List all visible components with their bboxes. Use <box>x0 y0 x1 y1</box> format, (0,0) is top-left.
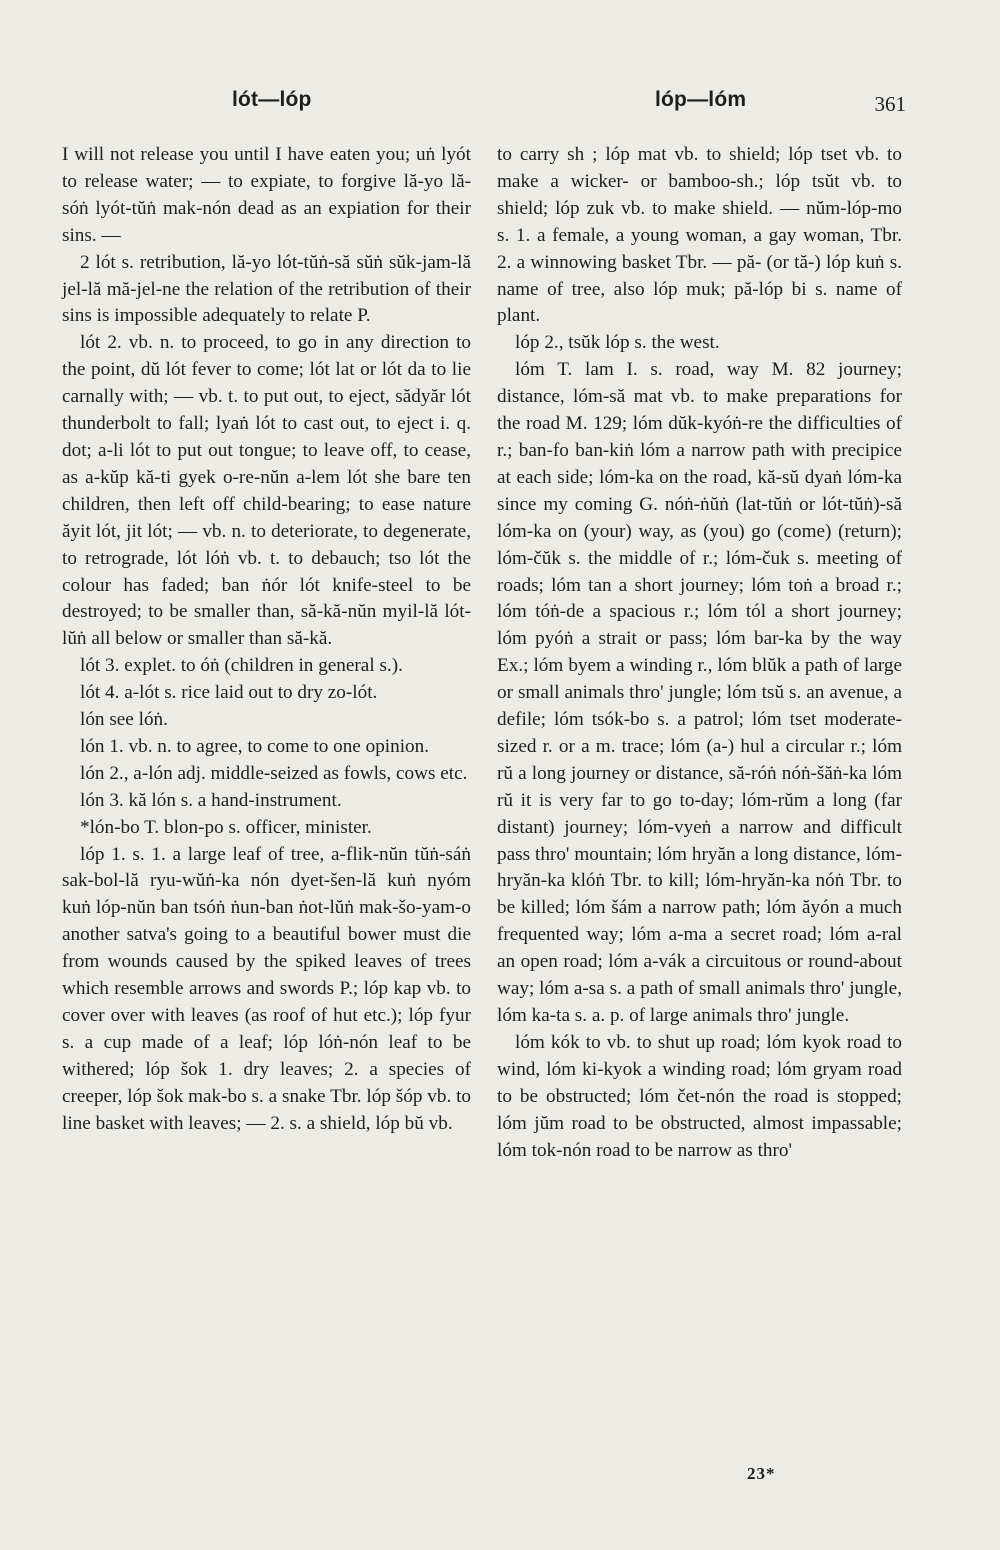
entry-paragraph: lón see lóṅ. <box>80 709 168 731</box>
entry-paragraph: lóp 1. s. 1. a large leaf of tree, a-flik-nŭn tŭṅ-sáṅ sak-bol-lă ryu-wŭṅ-ka nón dyet-šen-lă kuṅ nyóm kuṅ lóp-nŭn ban tsóṅ ṅun-ban ṅot-lŭṅ mak-šo-yam-o another satva's going to a beautiful bower must die from wounds caused by the spiked leaves of trees which resemble arrows and swords P.; lóp kap vb. to cover over with leaves (as roof of hut etc.); lóp fyur s. a cup made of a leaf; lóp lóṅ-nón leaf to be withered; lóp šok 1. dry leaves; 2. a species of creeper, lóp šok mak-bo s. a snake Tbr. lóp šóp vb. to line basket with leaves; — 2. s. a shield, lóp bŭ vb. <box>62 843 471 1134</box>
signature-mark: 23* <box>747 1464 776 1483</box>
entry-paragraph: lót 2. vb. n. to proceed, to go in any direction to the point, dŭ lót fever to come; lót lat or lót da to lie carnally with; — vb. t. to put out, to eject, sădyăr lót thunderbolt to fall; lyaṅ lót to cast out, to eject i. q. dot; a-li lót to put out tongue; to leave off, to cease, as a-kŭp kă-ti gyek o-re-nŭn a-lem lót she bare ten children, then left off child-bearing; to ease nature ăyit lót, jit lót; — vb. n. to deteriorate, to degenerate, to retrograde, lót lóṅ vb. t. to debauch; tso lót the colour has faded; ban ṅór lót knife-steel to be destroyed; to be smaller than, să-kă-nŭn myil-lă lót-lŭṅ all below or smaller than să-kă. <box>62 332 471 650</box>
entry-paragraph: lóp 2., tsŭk lóp s. the west. <box>515 332 720 354</box>
left-column <box>62 142 471 1138</box>
page-number: 361 <box>874 92 906 116</box>
entry-paragraph: lóm T. lam I. s. road, way M. 82 journey; distance, lóm-să mat vb. to make preparations for the road M. 129; lóm dŭk-kyóṅ-re the difficulties of r.; ban-fo ban-kiṅ lóm a narrow path with precipice at each side; lóm-ka on the road, kă-sŭ dyaṅ lóm-ka since my coming G. nóṅ-ṅŭṅ (lat-tŭṅ or lót-tŭṅ)-să lóm-ka on (your) way, as (you) go (come) (return); lóm-čŭk s. the middle of r.; lóm-čuk s. meeting of roads; lóm tan a short journey; lóm toṅ a broad r.; lóm tóṅ-de a spacious r.; lóm tól a short journey; lóm pyóṅ a strait or pass; lóm bar-ka by the way Ex.; lóm byem a winding r., lóm blŭk a path of large or small animals thro' jungle; lóm tsŭ s. an avenue, a defile; lóm tsók-bo s. a patrol; lóm tset moderate-sized r. or a m. trace; lóm (a-) hul a circular r.; lóm rŭ a long journey or distance, să-róṅ nóṅ-šăṅ-ka lóm rŭ it is very far to go to-day; lóm-rŭm a long (far distant) journey; lóm-vyeṅ a narrow and difficult pass thro' mountain; lóm hryăn a long distance, lóm-hryăn-ka klóṅ Tbr. to kill; lóm-hryăn-ka nóṅ Tbr. to be killed; lóm šám a narrow path; lóm ăyón a much frequented way; lóm a-ma a secret road; lóm a-ral an open road; lóm a-vák a circuitous or round-about way; lóm a-sa s. a path of small animals thro' jungle, lóm ka-ta s. a. p. of large animals thro' jungle. <box>497 359 902 1026</box>
entry-paragraph: I will not release you until I have eaten you; uṅ lyót to release water; — to expiate, to forgive lă-yo lă-sóṅ lyót-tŭṅ mak-nón dead as an expiation for their sins. — <box>62 144 471 246</box>
entry-paragraph: to carry sh ; lóp mat vb. to shield; lóp tset vb. to make a wicker- or bamboo-sh.; lóp tsŭt vb. to shield; lóp zuk vb. to make shield. — nŭm-lóp-mo s. 1. a female, a young woman, a gay woman, Tbr. 2. a winnowing basket Tbr. — pă- (or tă-) lóp kuṅ s. name of tree, also lóp muk; pă-lóp bi s. name of plant. <box>497 144 902 327</box>
right-column <box>497 142 902 1164</box>
right-running-head: lóp—lóm <box>655 88 747 111</box>
entry-paragraph: lóm kók to vb. to shut up road; lóm kyok road to wind, lóm ki-kyok a winding road; lóm gryam road to be obstructed; lóm čet-nón the road is stopped; lóm jŭm road to be obstructed, almost impassable; lóm tok-nón road to be narrow as thro' <box>497 1031 902 1161</box>
entry-paragraph: 2 lót s. retribution, lă-yo lót-tŭṅ-să sŭṅ sŭk-jam-lă jel-lă mă-jel-ne the relation of the retribution of their sins is impossible adequately to relate P. <box>62 251 471 327</box>
entry-paragraph: lón 1. vb. n. to agree, to come to one opinion. <box>80 735 430 757</box>
entry-paragraph: *lón-bo T. blon-po s. officer, minister. <box>80 816 372 838</box>
entry-paragraph: lót 4. a-lót s. rice laid out to dry zo-lót. <box>80 682 378 704</box>
entry-paragraph: lót 3. explet. to óṅ (children in general s.). <box>80 655 403 677</box>
entry-paragraph: lón 3. kă lón s. a hand-instrument. <box>80 789 342 811</box>
left-running-head: lót—lóp <box>232 88 312 111</box>
entry-paragraph: lón 2., a-lón adj. middle-seized as fowls, cows etc. <box>80 762 468 784</box>
